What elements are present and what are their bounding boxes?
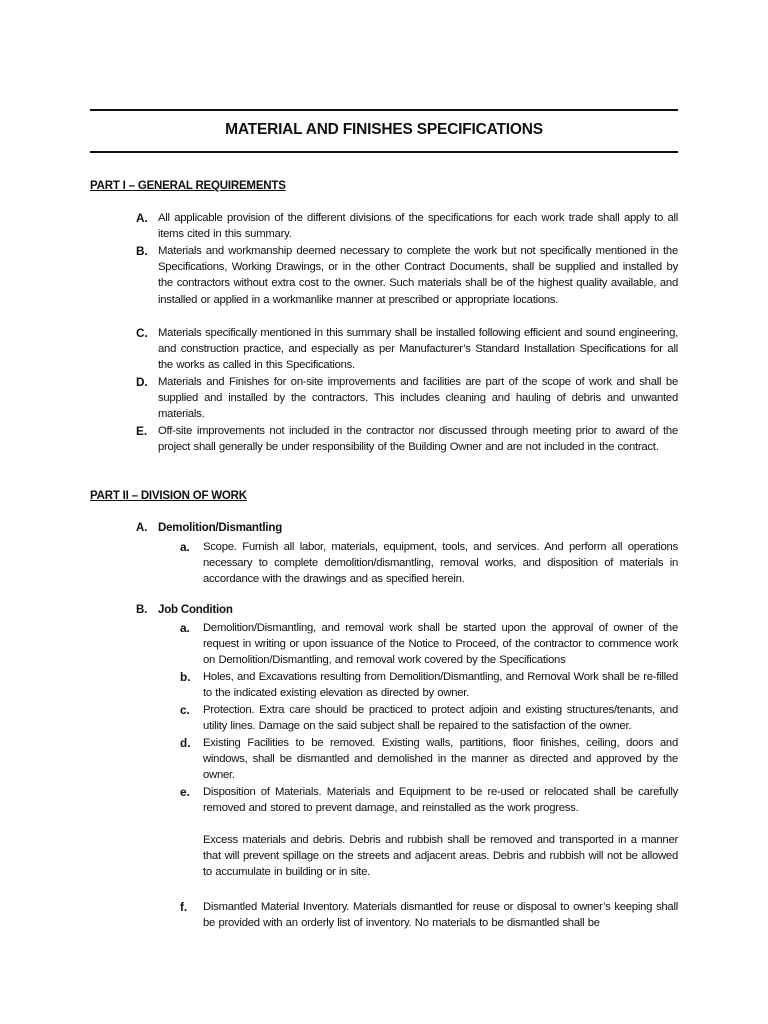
item-marker: A. xyxy=(136,211,148,225)
item-text: Excess materials and debris. Debris and rubbish shall be removed and transported in a manner that will prevent spillage on the streets and adjacent areas. Debris and rubbish will not be allowed to accumulate in building or in site. xyxy=(203,834,678,879)
item-marker: a. xyxy=(180,621,190,635)
item-text: Demolition/Dismantling, and removal work shall be started upon the approval of owner of the request in writing or upon issuance of the Notice to Proceed, of the contractor to commence work on Demolition/Dismantling, and removal work covered by the Specifications xyxy=(203,622,678,667)
item-marker: e. xyxy=(180,785,190,799)
item-text: Materials and Finishes for on-site improvements and facilities are part of the scope of work and shall be supplied and installed by the contractors. This includes cleaning and hauling of debris and unwanted materials. xyxy=(158,376,678,421)
item-text: Materials and workmanship deemed necessary to complete the work but not specifically mentioned in the Specifications, Working Drawings, or in the other Contract Documents, shall be supplied and installed by the contractors without extra cost to the owner. Such materials shall be of the highest quality available, and installed or applied in a workmanlike manner at prescribed or appropriate locations. xyxy=(158,245,678,306)
document-title: MATERIAL AND FINISHES SPECIFICATIONS xyxy=(225,121,543,138)
title-top-rule xyxy=(90,109,678,111)
item-marker: C. xyxy=(136,326,148,340)
item-text: Disposition of Materials. Materials and Equipment to be re-used or relocated shall be carefully removed and stored to prevent damage, and reinstalled as the work progress. xyxy=(203,786,678,815)
item-marker: f. xyxy=(180,900,188,914)
item-marker: c. xyxy=(180,703,190,717)
item-text: Protection. Extra care should be practiced to protect adjoin and existing structures/tenants, and utility lines. Damage on the said subject shall be repaired to the satisfaction of the owner. xyxy=(203,704,678,733)
item-marker: E. xyxy=(136,424,148,438)
part1-heading: PART I – GENERAL REQUIREMENTS xyxy=(90,180,286,192)
part2-heading: PART II – DIVISION OF WORK xyxy=(90,490,247,502)
item-marker: d. xyxy=(180,736,191,750)
item-text: Holes, and Excavations resulting from Demolition/Dismantling, and Removal Work shall be re-filled to the indicated existing elevation as directed by owner. xyxy=(203,671,678,700)
title-bottom-rule xyxy=(90,151,678,153)
item-text: Dismantled Material Inventory. Materials dismantled for reuse or disposal to owner’s keeping shall be provided with an orderly list of inventory. No materials to be dismantled shall be xyxy=(203,901,678,930)
item-marker: b. xyxy=(180,670,191,684)
item-marker: B. xyxy=(136,244,148,258)
item-text: Existing Facilities to be removed. Existing walls, partitions, floor finishes, ceiling, doors and windows, shall be dismantled and demolished in the manner as directed and approved by the owner. xyxy=(203,737,678,782)
item-text: Scope. Furnish all labor, materials, equipment, tools, and services. And perform all operations necessary to complete demolition/dismantling, removal works, and disposition of materials in accordance with the drawings and as specified herein. xyxy=(203,541,678,586)
item-text: Off-site improvements not included in the contractor nor discussed through meeting prior to award of the project shall generally be under responsibility of the Building Owner and are not included in the contract. xyxy=(158,425,678,454)
section-letter: B. xyxy=(136,604,148,616)
section-name: Job Condition xyxy=(158,604,233,616)
item-text: Materials specifically mentioned in this summary shall be installed following efficient and sound engineering, and construction practice, and especially as per Manufacturer’s Standard Installation Specifications for all the works as called in this Specifications. xyxy=(158,327,678,372)
item-text: All applicable provision of the different divisions of the specifications for each work trade shall apply to all items cited in this summary. xyxy=(158,212,678,241)
section-name: Demolition/Dismantling xyxy=(158,522,283,534)
item-marker: D. xyxy=(136,375,148,389)
item-marker: a. xyxy=(180,540,190,554)
section-letter: A. xyxy=(136,522,148,534)
